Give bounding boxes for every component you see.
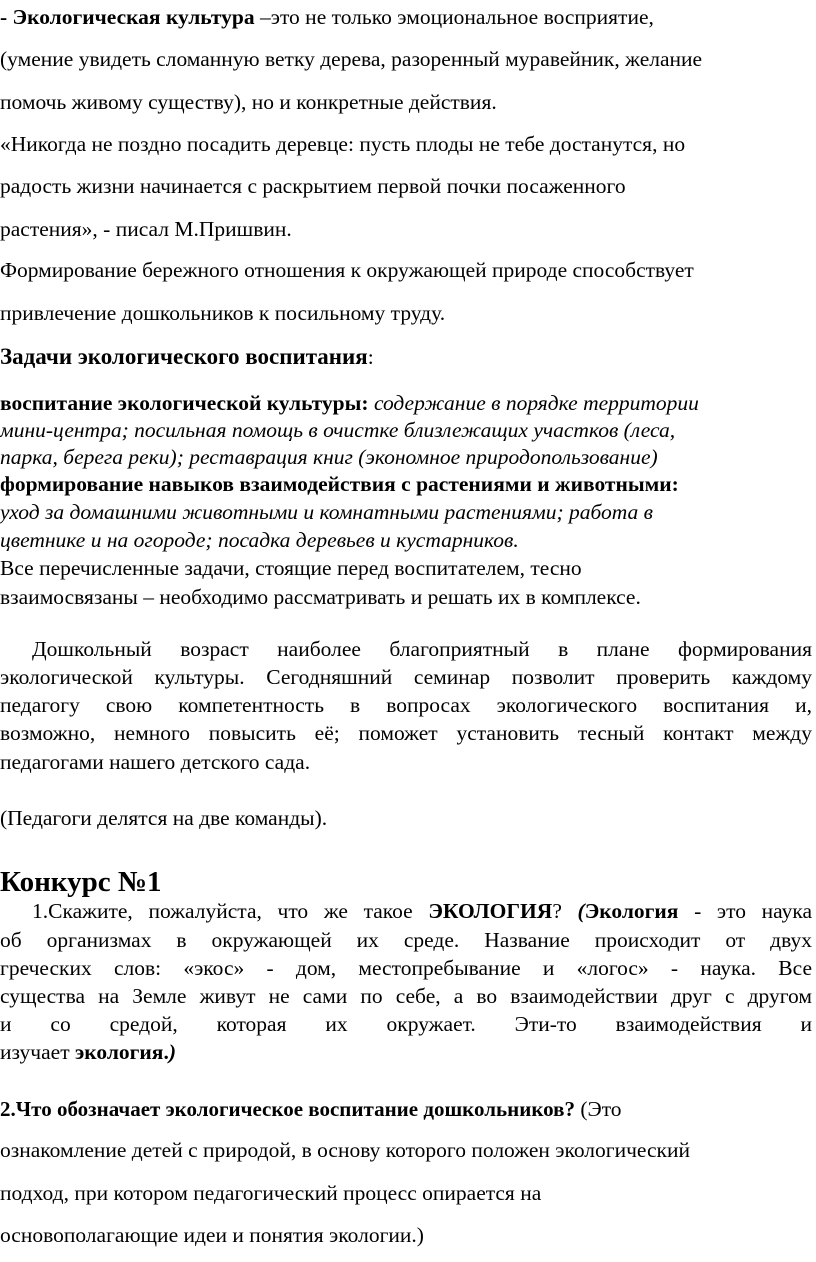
section-heading [0, 344, 812, 370]
task-label: формирование навыков взаимодействия с растениями и животными: [0, 472, 679, 496]
term-bold: экология [74, 1040, 164, 1064]
task-label: воспитание экологической культуры: [0, 391, 369, 415]
text-line: экологической культуры. Сегодняшний семинар позволит проверить каждому [0, 665, 812, 689]
text-line: «Никогда не поздно посадить деревце: пусть плоды не тебе достанутся, но [0, 132, 686, 156]
text-line [0, 4, 812, 30]
contest-title: Конкурс №1 [0, 866, 162, 898]
text-line: Формирование бережного отношения к окружающей природе способствует [0, 258, 694, 282]
answer-line: подход, при котором педагогический процесс опирается на [0, 1181, 542, 1205]
task-line: цветнике и на огороде; посадка деревьев и кустарников. [0, 528, 519, 552]
heading-text: Задачи экологического воспитания [0, 344, 368, 369]
text-line: радость жизни начинается с раскрытием первой почки посаженного [0, 174, 626, 198]
heading-colon: : [367, 345, 374, 369]
answer-line: основополагающие идеи и понятия экологии.) [0, 1223, 424, 1247]
text-span: изучает [0, 1040, 75, 1064]
text-line: педагогами нашего детского сада. [0, 750, 311, 774]
text-line: (умение увидеть сломанную ветку дерева, разоренный муравейник, желание [0, 47, 703, 71]
text-line: педагогу свою компетентность в вопросах экологического воспитания и, [0, 693, 812, 717]
question-bold: 2.Что обозначает экологическое воспитание дошкольников? [0, 1097, 575, 1121]
text-line: Все перечисленные задачи, стоящие перед воспитателем, тесно [0, 556, 582, 580]
text-span: (Это [574, 1097, 622, 1121]
task-line [0, 390, 812, 416]
text-line: Дошкольный возраст наиболее благоприятный в плане формирования [32, 637, 812, 661]
text-line: взаимосвязаны – необходимо рассматривать и решать их в комплексе. [0, 585, 641, 609]
answer-line: греческих слов: «экос» - дом, местопребывание и «логос» - наука. Все [0, 956, 812, 980]
text-span: . [163, 1040, 169, 1064]
text-line: привлечение дошкольников к посильному труду. [0, 301, 446, 325]
text-span: ) [168, 1040, 176, 1064]
task-line: мини-центра; посильная помощь в очистке близлежащих участков (леса, [0, 418, 676, 442]
text-span: ( [577, 899, 585, 923]
answer-line: об организмах в окружающей их среде. Название происходит от двух [0, 928, 812, 952]
text-line: помочь живому существу), но и конкретные действия. [0, 90, 497, 114]
term-bold: ЭКОЛОГИЯ [428, 899, 553, 923]
text-line: растения», - писал М.Пришвин. [0, 217, 292, 241]
answer-line: ознакомление детей с природой, в основу которого положен экологический [0, 1138, 690, 1162]
task-line: парка, берега реки); реставрация книг (экономное природопользование) [0, 445, 658, 469]
answer-line: существа на Земле живут не сами по себе, а во взаимодействии друг с другом [0, 984, 812, 1008]
text-line: возможно, немного повысить её; поможет установить тесный контакт между [0, 721, 812, 745]
teams-note: (Педагоги делятся на две команды). [0, 806, 328, 830]
answer-line: и со средой, которая их окружает. Эти-то взаимодействия и [0, 1012, 812, 1036]
text-span: –это не только эмоциональное восприятие, [254, 5, 654, 29]
task-description: содержание в порядке территории [368, 391, 699, 415]
task-line: уход за домашними животными и комнатными растениями; работа в [0, 500, 653, 524]
text-span: 1.Скажите, пожалуйста, что же такое [32, 899, 429, 923]
question-line [0, 1096, 812, 1122]
term-bold: Экология [584, 899, 679, 923]
answer-line [0, 1039, 812, 1065]
text-span: ? [552, 899, 578, 923]
term-bold: - Экологическая культура [0, 5, 255, 29]
question-line [32, 898, 812, 924]
text-span: - это наука [678, 899, 812, 923]
